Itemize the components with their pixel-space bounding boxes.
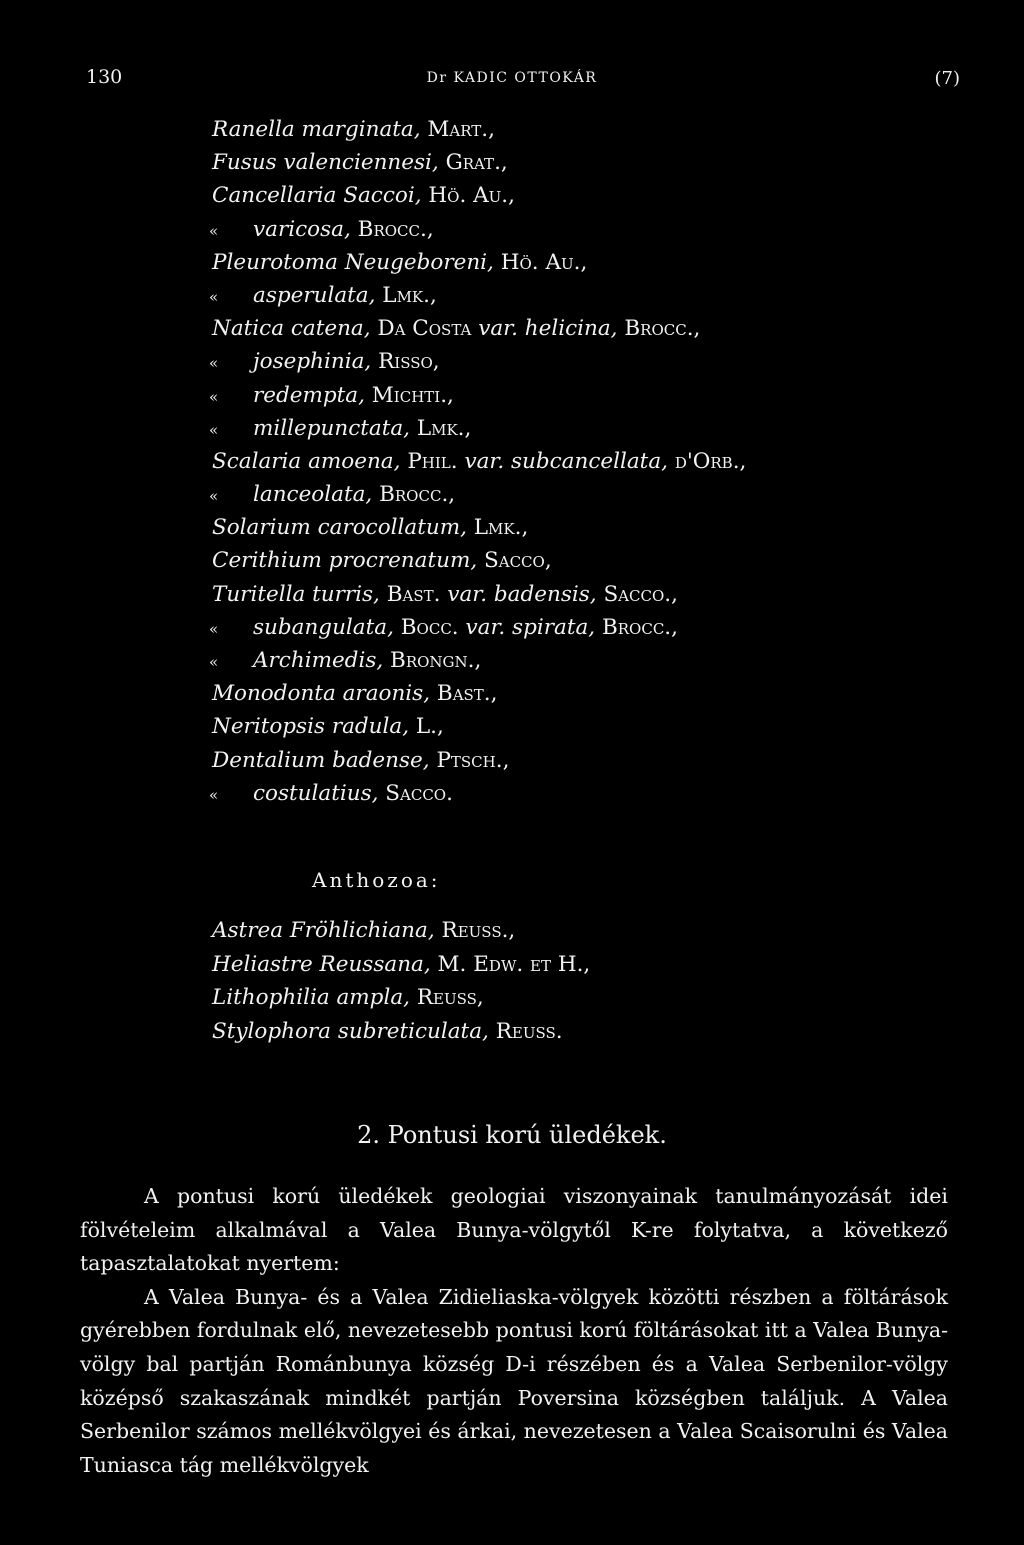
species-entry xyxy=(0,179,1024,212)
species-name: josephinia, xyxy=(253,349,372,375)
species-entry xyxy=(0,478,1024,511)
species-name: Cancellaria Saccoi, xyxy=(212,183,422,209)
species-author: Ptsch., xyxy=(436,747,510,773)
variety-label: var. xyxy=(447,581,488,607)
species-entry xyxy=(0,213,1024,246)
variety-author: d'Orb., xyxy=(674,448,747,474)
running-head: Dr KADIC OTTOKÁR xyxy=(426,70,598,86)
gastropoda-list xyxy=(0,113,1024,810)
species-author: Da Costa xyxy=(377,316,472,342)
species-author: Lmk., xyxy=(416,415,472,441)
species-entry xyxy=(0,412,1024,445)
paragraph: A Valea Bunya- és a Valea Zidieliaska-völgyek közötti részben a föltárások gyérebben fordulnak elő, nevezetesebb pontusi korú föltárásokat itt a Valea Bunya-völgy bal partján Románbunya község D-i részében és a Valea Serbenilor-völgy középső szakaszának mindkét partján Poversina községben találjuk. A Valea Serbenilor számos mellékvölgyei és árkai, nevezetesen a Valea Scaisorulni és Valea Tuniasca tág mellékvölgyek xyxy=(80,1284,948,1477)
species-author: Risso, xyxy=(378,349,440,375)
species-author: Brocc., xyxy=(379,482,456,508)
variety-label: var. xyxy=(465,614,506,640)
species-entry xyxy=(0,611,1024,644)
variety-author: Brocc., xyxy=(601,614,678,640)
species-name: Cerithium procrenatum, xyxy=(212,548,478,574)
species-author: Brongn., xyxy=(390,648,482,673)
species-author: Lmk., xyxy=(473,515,529,541)
species-entry xyxy=(0,744,1024,777)
anthozoa-list xyxy=(0,914,1024,1048)
species-name: asperulata, xyxy=(253,282,376,308)
body-text xyxy=(80,1180,948,1482)
species-entry xyxy=(0,544,1024,577)
species-name: Archimedis, xyxy=(253,648,384,673)
species-author: Reuss, xyxy=(416,985,484,1010)
variety-name: subcancellata, xyxy=(511,448,668,474)
species-author: Bocc. xyxy=(400,614,459,640)
species-name: Lithophilia ampla, xyxy=(212,985,410,1010)
species-name: Dentalium badense, xyxy=(212,747,430,773)
species-name: Turitella turris, xyxy=(212,581,380,607)
ditto-mark: « xyxy=(209,221,219,240)
species-author: Sacco. xyxy=(385,780,453,806)
variety-author: Sacco., xyxy=(603,581,678,607)
species-entry xyxy=(0,914,1024,948)
section-mark: (7) xyxy=(934,68,960,89)
species-author: Grat., xyxy=(445,150,508,176)
species-name: Natica catena, xyxy=(212,316,371,342)
species-entry xyxy=(0,1015,1024,1049)
species-author: Hö. Au., xyxy=(428,183,515,209)
species-entry xyxy=(0,113,1024,146)
ditto-mark: « xyxy=(209,487,219,506)
species-entry xyxy=(0,312,1024,345)
species-name: Monodonta araonis, xyxy=(212,681,431,707)
species-author: Bast., xyxy=(436,681,498,707)
species-name: Stylophora subreticulata, xyxy=(212,1018,489,1044)
species-author: Mart., xyxy=(427,117,495,142)
species-author: Reuss., xyxy=(441,918,516,943)
species-entry xyxy=(0,644,1024,677)
ditto-mark: « xyxy=(209,387,219,406)
species-entry xyxy=(0,677,1024,710)
species-entry xyxy=(0,345,1024,378)
species-name: Solarium carocollatum, xyxy=(212,515,467,541)
ditto-mark: « xyxy=(209,287,219,306)
species-name: Pleurotoma Neugeboreni, xyxy=(212,249,494,275)
variety-name: spirata, xyxy=(512,614,596,640)
species-author: Michti., xyxy=(371,382,454,408)
species-entry xyxy=(0,511,1024,544)
species-author: Bast. xyxy=(386,581,441,607)
anthozoa-heading: Anthozoa: xyxy=(312,868,441,892)
species-name: Scalaria amoena, xyxy=(212,448,401,474)
ditto-mark: « xyxy=(209,619,219,638)
variety-label: var. xyxy=(464,448,505,474)
species-entry xyxy=(0,710,1024,743)
species-name: Astrea Fröhlichiana, xyxy=(212,918,435,943)
page-number: 130 xyxy=(86,66,123,88)
species-name: Heliastre Reussana, xyxy=(212,951,431,977)
paragraph: A pontusi korú üledékek geologiai viszonyainak tanulmányozását idei fölvételeim alkalmával a Valea Bunya-völgytől K-re folytatva, a következő tapasztalatokat nyertem: xyxy=(80,1184,948,1276)
ditto-mark: « xyxy=(209,420,219,439)
species-author: Lmk., xyxy=(382,282,437,308)
species-author: Brocc., xyxy=(357,216,434,242)
species-entry xyxy=(0,246,1024,279)
variety-label: var. xyxy=(478,316,518,342)
species-author: Hö. Au., xyxy=(500,249,588,275)
species-entry xyxy=(0,146,1024,179)
species-author: Reuss. xyxy=(495,1018,563,1044)
species-entry xyxy=(0,445,1024,478)
ditto-mark: « xyxy=(209,785,219,804)
species-name: redempta, xyxy=(253,382,365,408)
species-name: costulatius, xyxy=(253,780,379,806)
species-name: Neritopsis radula, xyxy=(212,714,410,740)
species-name: varicosa, xyxy=(253,216,351,242)
species-author: L., xyxy=(415,714,444,740)
variety-author: Brocc., xyxy=(624,316,701,342)
ditto-mark: « xyxy=(209,653,219,671)
species-name: Fusus valenciennesi, xyxy=(212,150,439,176)
species-entry xyxy=(0,578,1024,611)
species-entry xyxy=(0,981,1024,1015)
species-author: M. Edw. et H., xyxy=(437,951,591,977)
species-entry xyxy=(0,379,1024,412)
ditto-mark: « xyxy=(209,354,219,373)
species-entry xyxy=(0,948,1024,982)
variety-name: badensis, xyxy=(493,581,597,607)
species-name: Ranella marginata, xyxy=(212,117,421,142)
section-title: 2. Pontusi korú üledékek. xyxy=(357,1121,667,1149)
species-name: lanceolata, xyxy=(253,482,373,508)
species-name: subangulata, xyxy=(253,614,394,640)
species-entry xyxy=(0,777,1024,810)
species-author: Phil. xyxy=(407,448,458,474)
species-name: millepunctata, xyxy=(253,415,410,441)
species-entry xyxy=(0,279,1024,312)
page-header xyxy=(0,66,1024,96)
variety-name: helicina, xyxy=(524,316,618,342)
species-author: Sacco, xyxy=(484,548,552,574)
